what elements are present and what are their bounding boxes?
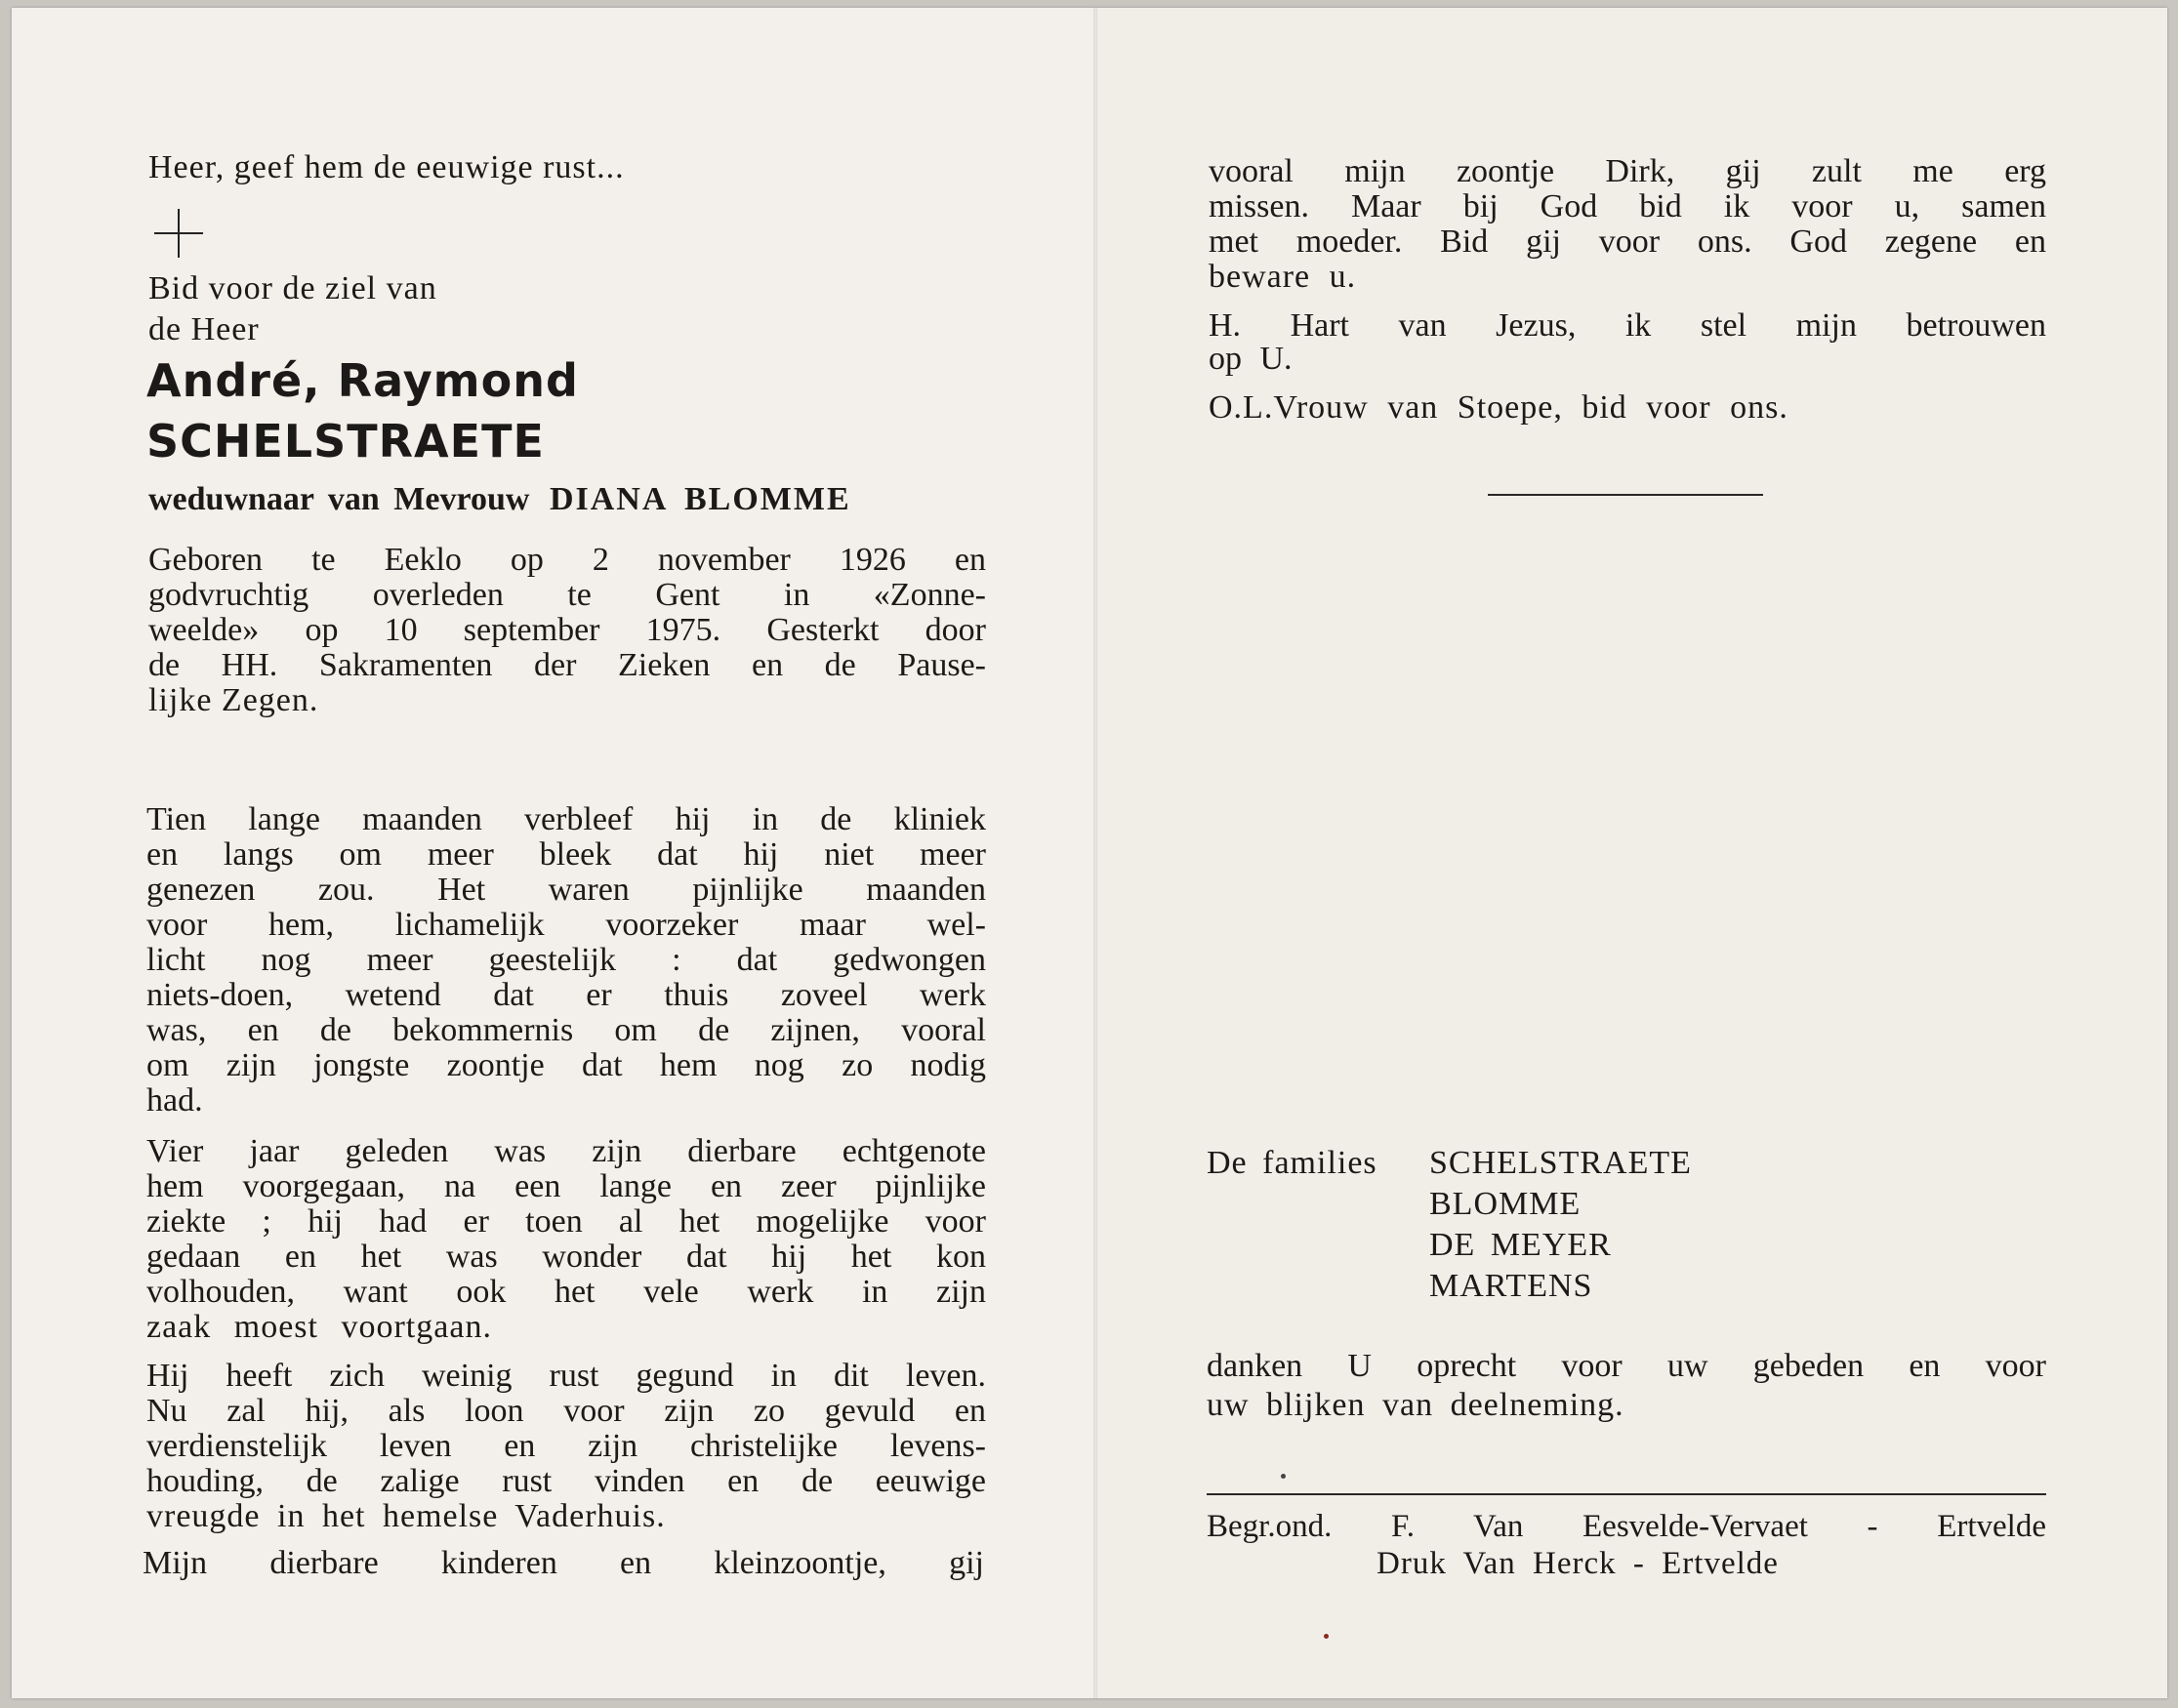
paragraph-line: licht nog meer geestelijk : dat gedwongen <box>146 942 986 978</box>
paper-speck <box>1324 1634 1329 1639</box>
paragraph-line: Tien lange maanden verbleef hij in de kliniek <box>146 801 986 837</box>
family-name: MARTENS <box>1429 1268 1593 1304</box>
paragraph-line: genezen zou. Het waren pijnlijke maanden <box>146 872 986 908</box>
paragraph-line: was, en de bekommernis om de zijnen, vooral <box>146 1012 986 1048</box>
thanks-line: uw blijken van deelneming. <box>1207 1387 1624 1423</box>
bio-line: de HH. Sakramenten der Zieken en de Pause- <box>148 647 986 683</box>
printer-line: Druk Van Herck - Ertvelde <box>1377 1546 1779 1581</box>
print-dot <box>1281 1474 1286 1479</box>
families-label: De families <box>1207 1145 1377 1181</box>
paragraph-line: zaak moest voortgaan. <box>146 1309 492 1345</box>
paragraph-line: niets-doen, wetend dat er thuis zoveel werk <box>146 977 986 1013</box>
our-lady-prayer: O.L.Vrouw van Stoepe, bid voor ons. <box>1209 389 1788 426</box>
paragraph-line: gedaan en het was wonder dat hij het kon <box>146 1239 986 1275</box>
paragraph-line: volhouden, want ook het vele werk in zijn <box>146 1274 986 1310</box>
sacred-heart-prayer: H. Hart van Jezus, ik stel mijn betrouwen <box>1209 307 2046 344</box>
memorial-card <box>12 8 2167 1698</box>
paragraph-line: voor hem, lichamelijk voorzeker maar wel- <box>146 907 986 943</box>
printer-line: Begr.ond. F. Van Eesvelde-Vervaet - Ertvelde <box>1207 1509 2046 1544</box>
sacred-heart-prayer-end: op U. <box>1209 341 1293 377</box>
spouse-name: DIANA BLOMME <box>549 481 851 517</box>
bio-line: Geboren te Eeklo op 2 november 1926 en <box>148 542 986 578</box>
paragraph-line: Hij heeft zich weinig rust gegund in dit leven. <box>146 1358 986 1394</box>
deceased-surname: SCHELSTRAETE <box>146 415 545 468</box>
bio-line: lijke Zegen. <box>148 682 319 718</box>
paragraph-line: hem voorgegaan, na een lange en zeer pijnlijke <box>146 1168 986 1204</box>
paragraph-line: beware u. <box>1209 259 1357 295</box>
paragraph-line: vooral mijn zoontje Dirk, gij zult me erg <box>1209 153 2046 189</box>
family-name: DE MEYER <box>1429 1227 1612 1263</box>
paragraph-children: Mijn dierbare kinderen en kleinzoontje, gij <box>143 1545 984 1581</box>
cross-icon <box>154 209 203 258</box>
paragraph-line: missen. Maar bij God bid ik voor u, samen <box>1209 188 2046 224</box>
pray-for-line: Bid voor de ziel van <box>148 270 437 306</box>
paragraph-line: en langs om meer bleek dat hij niet meer <box>146 836 986 873</box>
deceased-first-names: André, Raymond <box>146 354 579 407</box>
paragraph-line: ziekte ; hij had er toen al het mogelijke voor <box>146 1203 986 1240</box>
footer-rule <box>1207 1493 2046 1495</box>
bio-line: weelde» op 10 september 1975. Gesterkt door <box>148 612 986 648</box>
widower-line <box>148 482 988 517</box>
thanks-line: danken U oprecht voor uw gebeden en voor <box>1207 1348 2046 1384</box>
paragraph-line: om zijn jongste zoontje dat hem nog zo nodig <box>146 1047 986 1083</box>
paragraph-line: Vier jaar geleden was zijn dierbare echtgenote <box>146 1133 986 1169</box>
paragraph-line: met moeder. Bid gij voor ons. God zegene en <box>1209 224 2046 260</box>
paragraph-line: houding, de zalige rust vinden en de eeuwige <box>146 1463 986 1499</box>
paragraph-line: had. <box>146 1082 203 1118</box>
paragraph-line: vreugde in het hemelse Vaderhuis. <box>146 1498 666 1534</box>
family-name: BLOMME <box>1429 1186 1582 1222</box>
opening-prayer: Heer, geef hem de eeuwige rust... <box>148 149 625 185</box>
paragraph-line: verdienstelijk leven en zijn christelijke levens- <box>146 1428 986 1464</box>
paragraph-line: Nu zal hij, als loon voor zijn zo gevuld en <box>146 1393 986 1429</box>
divider <box>1488 494 1763 496</box>
title-line: de Heer <box>148 311 260 347</box>
bio-line: godvruchtig overleden te Gent in «Zonne- <box>148 577 986 613</box>
family-name: SCHELSTRAETE <box>1429 1145 1692 1181</box>
widower-prefix: weduwnaar van Mevrouw <box>148 481 530 517</box>
